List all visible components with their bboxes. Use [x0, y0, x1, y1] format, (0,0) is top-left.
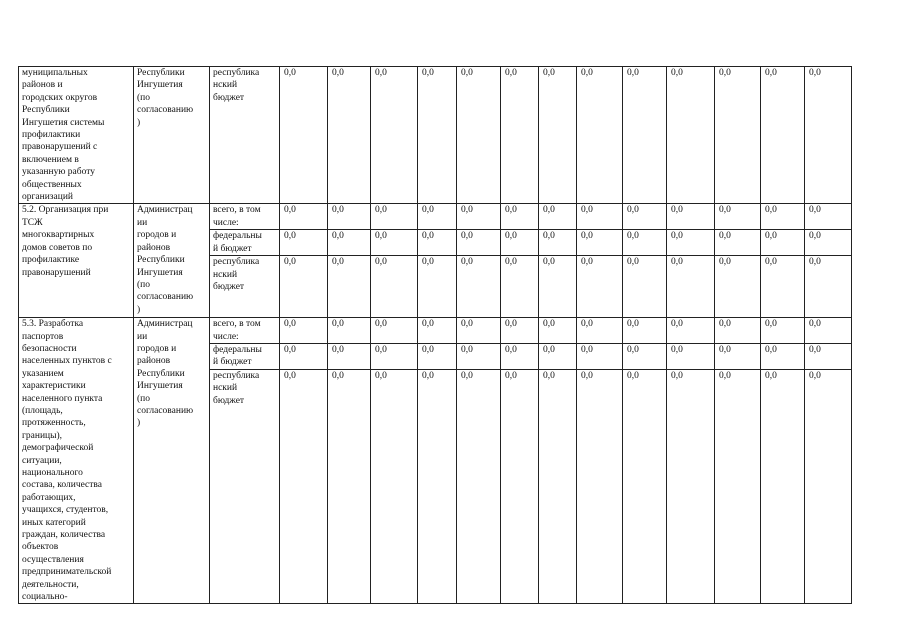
value-cell: 0,0 [457, 318, 501, 344]
value-cell: 0,0 [761, 230, 805, 256]
value-cell: 0,0 [761, 67, 805, 204]
value-cell: 0,0 [805, 344, 852, 370]
value-cell: 0,0 [418, 370, 457, 604]
value-cell: 0,0 [715, 344, 761, 370]
value-cell: 0,0 [328, 230, 371, 256]
value-cell: 0,0 [623, 67, 667, 204]
value-cell: 0,0 [457, 204, 501, 230]
value-cell: 0,0 [623, 344, 667, 370]
value-cell: 0,0 [623, 204, 667, 230]
value-cell: 0,0 [501, 344, 539, 370]
table-row [19, 67, 852, 204]
value-cell: 0,0 [539, 370, 577, 604]
table-row [19, 318, 852, 344]
value-cell: 0,0 [805, 318, 852, 344]
funding-source-cell: всего, в том числе: [210, 204, 280, 230]
value-cell: 0,0 [328, 67, 371, 204]
value-cell: 0,0 [623, 230, 667, 256]
table-body [19, 67, 852, 604]
value-cell: 0,0 [667, 256, 715, 318]
value-cell: 0,0 [805, 370, 852, 604]
value-cell: 0,0 [457, 67, 501, 204]
value-cell: 0,0 [328, 318, 371, 344]
funding-source-cell: федеральны й бюджет [210, 230, 280, 256]
value-cell: 0,0 [761, 370, 805, 604]
value-cell: 0,0 [667, 204, 715, 230]
value-cell: 0,0 [418, 256, 457, 318]
value-cell: 0,0 [577, 370, 623, 604]
value-cell: 0,0 [457, 256, 501, 318]
funding-source-cell: республика нский бюджет [210, 67, 280, 204]
value-cell: 0,0 [418, 344, 457, 370]
value-cell: 0,0 [280, 67, 328, 204]
value-cell: 0,0 [539, 256, 577, 318]
value-cell: 0,0 [805, 256, 852, 318]
value-cell: 0,0 [667, 318, 715, 344]
value-cell: 0,0 [761, 204, 805, 230]
value-cell: 0,0 [371, 256, 418, 318]
measure-cell: 5.3. Разработка паспортов безопасности населенных пунктов с указанием характеристики населенного пункта (площадь, протяженность, границы), демографической ситуации, национального состава, количества работающих, учащихся, студентов, иных категорий граждан, количества объектов осуществления предпринимательской деятельности, социально- [19, 318, 134, 604]
value-cell: 0,0 [805, 67, 852, 204]
value-cell: 0,0 [501, 370, 539, 604]
funding-source-cell: федеральны й бюджет [210, 344, 280, 370]
funding-source-cell: республика нский бюджет [210, 370, 280, 604]
value-cell: 0,0 [280, 230, 328, 256]
value-cell: 0,0 [667, 344, 715, 370]
value-cell: 0,0 [371, 370, 418, 604]
value-cell: 0,0 [280, 344, 328, 370]
funding-source-cell: всего, в том числе: [210, 318, 280, 344]
value-cell: 0,0 [539, 67, 577, 204]
value-cell: 0,0 [501, 204, 539, 230]
value-cell: 0,0 [371, 67, 418, 204]
value-cell: 0,0 [667, 230, 715, 256]
value-cell: 0,0 [418, 230, 457, 256]
value-cell: 0,0 [715, 204, 761, 230]
value-cell: 0,0 [761, 318, 805, 344]
value-cell: 0,0 [715, 318, 761, 344]
value-cell: 0,0 [371, 230, 418, 256]
value-cell: 0,0 [715, 370, 761, 604]
value-cell: 0,0 [667, 370, 715, 604]
value-cell: 0,0 [371, 204, 418, 230]
value-cell: 0,0 [501, 67, 539, 204]
table-row [19, 204, 852, 230]
value-cell: 0,0 [577, 230, 623, 256]
value-cell: 0,0 [577, 67, 623, 204]
value-cell: 0,0 [328, 344, 371, 370]
executor-cell: Администрац ии городов и районов Республики Ингушетия (по согласованию ) [134, 318, 210, 604]
value-cell: 0,0 [501, 256, 539, 318]
value-cell: 0,0 [539, 344, 577, 370]
value-cell: 0,0 [371, 344, 418, 370]
value-cell: 0,0 [328, 370, 371, 604]
value-cell: 0,0 [761, 256, 805, 318]
funding-source-cell: республика нский бюджет [210, 256, 280, 318]
value-cell: 0,0 [457, 344, 501, 370]
value-cell: 0,0 [457, 230, 501, 256]
value-cell: 0,0 [577, 256, 623, 318]
value-cell: 0,0 [280, 204, 328, 230]
value-cell: 0,0 [280, 256, 328, 318]
value-cell: 0,0 [623, 256, 667, 318]
program-measures-table [18, 66, 852, 604]
value-cell: 0,0 [577, 204, 623, 230]
value-cell: 0,0 [667, 67, 715, 204]
measure-cell: муниципальных районов и городских округов Республики Ингушетия системы профилактики правонарушений с включением в указанную работу общественных организаций [19, 67, 134, 204]
value-cell: 0,0 [457, 370, 501, 604]
value-cell: 0,0 [501, 230, 539, 256]
executor-cell: Администрац ии городов и районов Республики Ингушетия (по согласованию ) [134, 204, 210, 318]
value-cell: 0,0 [371, 318, 418, 344]
value-cell: 0,0 [761, 344, 805, 370]
value-cell: 0,0 [539, 318, 577, 344]
value-cell: 0,0 [805, 204, 852, 230]
executor-cell: Республики Ингушетия (по согласованию ) [134, 67, 210, 204]
value-cell: 0,0 [280, 318, 328, 344]
value-cell: 0,0 [418, 318, 457, 344]
value-cell: 0,0 [328, 204, 371, 230]
value-cell: 0,0 [418, 204, 457, 230]
value-cell: 0,0 [715, 230, 761, 256]
value-cell: 0,0 [715, 67, 761, 204]
value-cell: 0,0 [418, 67, 457, 204]
measure-cell: 5.2. Организация при ТСЖ многоквартирных домов советов по профилактике правонарушений [19, 204, 134, 318]
value-cell: 0,0 [501, 318, 539, 344]
value-cell: 0,0 [539, 230, 577, 256]
value-cell: 0,0 [539, 204, 577, 230]
value-cell: 0,0 [623, 318, 667, 344]
value-cell: 0,0 [623, 370, 667, 604]
value-cell: 0,0 [577, 344, 623, 370]
value-cell: 0,0 [715, 256, 761, 318]
value-cell: 0,0 [805, 230, 852, 256]
value-cell: 0,0 [328, 256, 371, 318]
value-cell: 0,0 [577, 318, 623, 344]
value-cell: 0,0 [280, 370, 328, 604]
